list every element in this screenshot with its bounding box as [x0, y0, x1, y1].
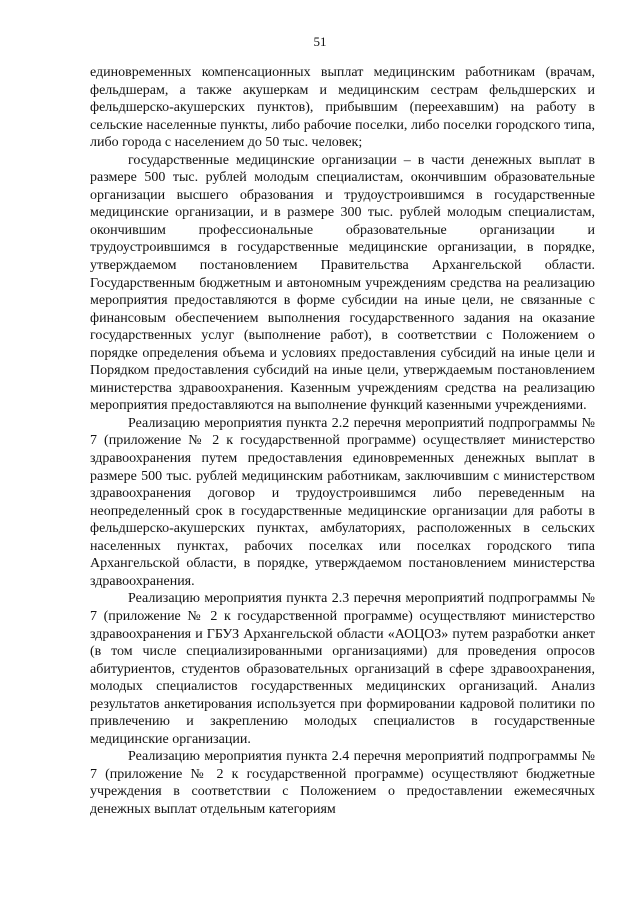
page-number: 51 [313, 34, 327, 49]
paragraph-continuation: единовременных компенсационных выплат медицинским работникам (врачам, фельдшерам, а также акушеркам и медицинским сестрам фельдшерских и фельдшерско-акушерских пунктов), прибывшим (переехавшим) на работу в сельские населенные пункты, либо рабочие поселки, либо поселки городского типа, либо города с населением до 50 тыс. человек; [90, 65, 595, 151]
paragraph-medical-organizations: государственные медицинские организации – в части денежных выплат в размере 500 тыс. рублей молодым специалистам, окончившим образовательные организации высшего образования и трудоустроившимся в государственные медицинские организации, и в размере 300 тыс. рублей молодым специалистам, окончившим профессиональные образовательные организации и трудоустроившимся в государственные медицинские организации, в порядке, утверждаемом постановлением Правительства Архангельской области. Государственным бюджетным и автономным учреждениям средства на реализацию мероприятия предоставляются в форме субсидии на иные цели, не связанные с финансовым обеспечением выполнения государственного задания на оказание государственных услуг (выполнение работ), в соответствии с Положением о порядке определения объема и условиях предоставления субсидий на иные цели и Порядком предоставления субсидий на иные цели, утверждаемым постановлением министерства здравоохранения. Казенным учреждениям средства на реализацию мероприятия предоставляются на выполнение функций казенными учреждениями. [90, 152, 595, 414]
paragraph-item-2-4: Реализацию мероприятия пункта 2.4 перечня мероприятий подпрограммы № 7 (приложение № 2 к государственной программе) осуществляют бюджетные учреждения в соответствии с Положением о предоставлении ежемесячных денежных выплат отдельным категориям [90, 749, 595, 817]
paragraph-item-2-2: Реализацию мероприятия пункта 2.2 перечня мероприятий подпрограммы № 7 (приложение № 2 к государственной программе) осуществляет министерство здравоохранения путем предоставления единовременных денежных выплат в размере 500 тыс. рублей медицинским работникам, заключившим с министерством здравоохранения договор и трудоустроившимся либо переведенным на неопределенный срок в государственные медицинские организации для работы в фельдшерско-акушерских пунктах, амбулаториях, расположенных в сельских населенных пунктах, рабочих поселках или поселках городского типа Архангельской области, в порядке, утверждаемом постановлением министерства здравоохранения. [90, 415, 595, 589]
document-body [90, 64, 595, 819]
paragraph-item-2-3: Реализацию мероприятия пункта 2.3 перечня мероприятий подпрограммы № 7 (приложение № 2 к государственной программе) осуществляют министерство здравоохранения и ГБУЗ Архангельской области «АОЦОЗ» путем разработки анкет (в том числе специализированными организациями) для проведения опросов абитуриентов, студентов образовательных организаций в сфере здравоохранения, молодых специалистов государственных медицинских организаций. Анализ результатов анкетирования используется при формировании кадровой политики по привлечению и закреплению молодых специалистов в государственные медицинские организации. [90, 591, 595, 747]
